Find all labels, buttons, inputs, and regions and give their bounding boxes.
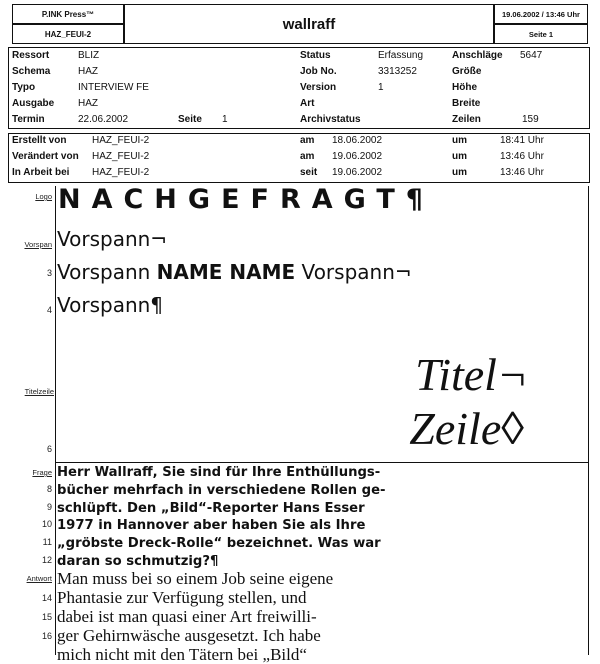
history-um: um: [452, 167, 467, 178]
seite-label: Seite: [178, 114, 202, 125]
frage-line: „gröbste Dreck-Rolle“ bezeichnet. Was war: [57, 536, 381, 552]
schema-label: Schema: [12, 66, 51, 77]
vorspann-line: Vorspann¶: [57, 293, 164, 317]
vorspan-tag: Vorspan: [24, 240, 52, 249]
line-number: 3: [46, 268, 52, 278]
document-title: wallraff: [282, 15, 336, 33]
frage-tag: Frage: [32, 468, 52, 477]
title-box: [124, 4, 494, 44]
logo-tag: Logo: [35, 192, 52, 201]
line-number: 12: [41, 555, 52, 565]
schema-value: HAZ: [78, 66, 98, 77]
vorspann-name: NAME NAME: [156, 260, 296, 284]
zeilen-value: 159: [522, 114, 539, 125]
frage-block: [57, 464, 587, 571]
history-time: 13:46 Uhr: [500, 167, 544, 178]
hoehe-label: Höhe: [452, 82, 477, 93]
titelzeile-tag: Titelzeile: [24, 387, 54, 396]
frage-line: Herr Wallraff, Sie sind für Ihre Enthüllungs-: [57, 465, 381, 480]
archivstatus-label: Archivstatus: [300, 114, 361, 125]
ausgabe-value: HAZ: [78, 98, 98, 109]
vorspann-line: Vorspann¬: [57, 227, 168, 251]
history-time: 18:41 Uhr: [500, 135, 544, 146]
frage-line: daran so schmutzig?¶: [57, 553, 219, 569]
history-label: Erstellt von: [12, 135, 67, 146]
groesse-label: Größe: [452, 66, 482, 77]
seite-value: 1: [222, 114, 228, 125]
datetime-label: 19.06.2002 / 13:46 Uhr: [502, 9, 580, 19]
line-number: 6: [46, 444, 52, 454]
antwort-line: Man muss bei so einem Job seine eigene: [57, 569, 334, 588]
page-label: Seite 1: [528, 29, 554, 39]
history-um: um: [452, 135, 467, 146]
vorspann-text: Vorspann¬: [295, 260, 412, 284]
frage-line: schlüpft. Den „Bild“-Reporter Hans Esser: [57, 500, 365, 516]
content-right-rule: [588, 186, 589, 655]
version-label: Version: [300, 82, 337, 93]
history-when: seit: [300, 167, 318, 178]
anschlaege-value: 5647: [520, 50, 543, 61]
typo-value: INTERVIEW FE: [78, 82, 149, 93]
user-box: [12, 24, 124, 44]
vorspann-line: [57, 260, 412, 284]
history-date: 19.06.2002: [332, 167, 383, 178]
brand-box: [12, 4, 124, 24]
zeilen-label: Zeilen: [452, 114, 481, 125]
jobno-label: Job No.: [300, 66, 337, 77]
frage-line: 1977 in Hannover aber haben Sie als Ihre: [57, 518, 366, 534]
datetime-box: [494, 4, 588, 24]
logo-text: NACHGEFRAGT¶: [58, 184, 434, 215]
termin-label: Termin: [12, 114, 45, 125]
vorspann-text: Vorspann: [57, 260, 157, 284]
ressort-label: Ressort: [12, 50, 50, 61]
history-um: um: [452, 151, 467, 162]
line-number: 11: [42, 537, 52, 547]
brand-label: P.INK Press™: [41, 9, 95, 19]
history-when: am: [300, 151, 315, 162]
line-number: 4: [46, 305, 52, 315]
history-user: HAZ_FEUI-2: [92, 151, 150, 162]
line-number: 14: [41, 593, 52, 603]
anschlaege-label: Anschläge: [452, 50, 503, 61]
termin-value: 22.06.2002: [78, 114, 129, 125]
breite-label: Breite: [452, 98, 481, 109]
history-when: am: [300, 135, 315, 146]
page-box: [494, 24, 588, 44]
history-date: 18.06.2002: [332, 135, 383, 146]
user-label: HAZ_FEUI-2: [44, 29, 92, 39]
line-number: 8: [46, 484, 52, 494]
history-time: 13:46 Uhr: [500, 151, 544, 162]
titel-line: Titel¬: [415, 349, 528, 400]
art-label: Art: [300, 98, 315, 109]
status-value: Erfassung: [378, 50, 424, 61]
titel-line: Zeile◊: [409, 403, 524, 454]
line-number: 16: [41, 631, 52, 641]
ausgabe-label: Ausgabe: [12, 98, 55, 109]
history-user: HAZ_FEUI-2: [92, 167, 150, 178]
history-date: 19.06.2002: [332, 151, 383, 162]
antwort-block: [57, 569, 417, 664]
version-value: 1: [378, 82, 384, 93]
antwort-line: ger Gehirnwäsche ausgesetzt. Ich habe: [57, 626, 321, 645]
history-label: Verändert von: [12, 151, 79, 162]
history-label: In Arbeit bei: [12, 167, 70, 178]
antwort-line: mich nicht mit den Tätern bei „Bild“: [57, 645, 307, 664]
jobno-value: 3313252: [378, 66, 417, 77]
history-user: HAZ_FEUI-2: [92, 135, 150, 146]
antwort-line: Phantasie zur Verfügung stellen, und: [57, 588, 307, 607]
antwort-line: dabei ist man quasi einer Art freiwilli-: [57, 607, 317, 626]
antwort-tag: Antwort: [26, 574, 52, 583]
frage-line: bücher mehrfach in verschiedene Rollen ge-: [57, 482, 386, 498]
line-number: 15: [41, 612, 52, 622]
line-number: 9: [46, 502, 52, 512]
typo-label: Typo: [12, 82, 36, 93]
line-number: 10: [41, 519, 52, 529]
ressort-value: BLIZ: [78, 50, 100, 61]
status-label: Status: [300, 50, 331, 61]
